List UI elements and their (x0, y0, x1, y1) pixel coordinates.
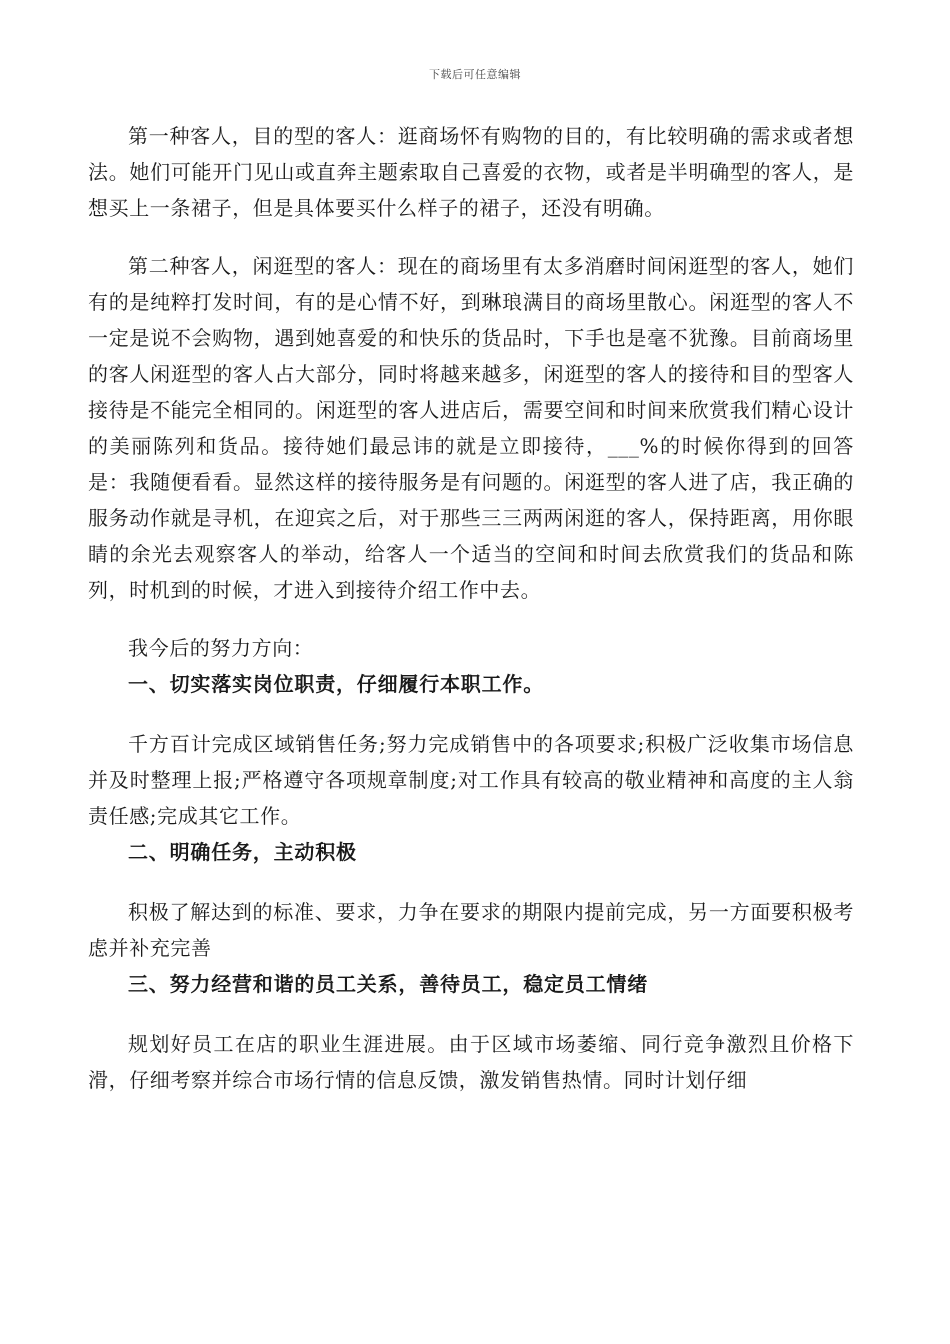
header-note: 下载后可任意编辑 (429, 68, 521, 81)
section-heading-1: 一、切实落实岗位职责，仔细履行本职工作。 (128, 672, 544, 696)
paragraph-staff: 规划好员工在店的职业生涯进展。由于区域市场萎缩、同行竞争激烈且价格下滑，仔细考察并综合市场行情的信息反馈，激发销售热情。同时计划仔细 (88, 1032, 854, 1092)
paragraph-duties: 千方百计完成区域销售任务;努力完成销售中的各项要求;积极广泛收集市场信息并及时整理上报;严格遵守各项规章制度;对工作具有较高的敬业精神和高度的主人翁责任感;完成其它工作。 (88, 732, 854, 828)
paragraph-future-direction: 我今后的努力方向： (128, 636, 314, 660)
paragraph-tasks: 积极了解达到的标准、要求，力争在要求的期限内提前完成，另一方面要积极考虑并补充完善 (88, 900, 854, 960)
section-heading-2: 二、明确任务，主动积极 (128, 840, 357, 864)
section-heading-3: 三、努力经营和谐的员工关系，善待员工，稳定员工情绪 (128, 972, 648, 996)
document-body (88, 118, 854, 1098)
paragraph-browsing-customer: 第二种客人，闲逛型的客人：现在的商场里有太多消磨时间闲逛型的客人，她们有的是纯粹打发时间，有的是心情不好，到琳琅满目的商场里散心。闲逛型的客人不一定是说不会购物，遇到她喜爱的和快乐的货品时，下手也是毫不犹豫。目前商场里的客人闲逛型的客人占大部分，同时将越来越多，闲逛型的客人的接待和目的型客人接待是不能完全相同的。闲逛型的客人进店后，需要空间和时间来欣赏我们精心设计的美丽陈列和货品。接待她们最忌讳的就是立即接待，___%的时候你得到的回答是：我随便看看。显然这样的接待服务是有问题的。闲逛型的客人进了店，我正确的服务动作就是寻机，在迎宾之后，对于那些三三两两闲逛的客人，保持距离，用你眼睛的余光去观察客人的举动，给客人一个适当的空间和时间去欣赏我们的货品和陈列，时机到的时候，才进入到接待介绍工作中去。 (88, 254, 854, 602)
paragraph-purpose-customer: 第一种客人，目的型的客人：逛商场怀有购物的目的，有比较明确的需求或者想法。她们可能开门见山或直奔主题索取自己喜爱的衣物，或者是半明确型的客人，是想买上一条裙子，但是具体要买什么样子的裙子，还没有明确。 (88, 124, 854, 220)
